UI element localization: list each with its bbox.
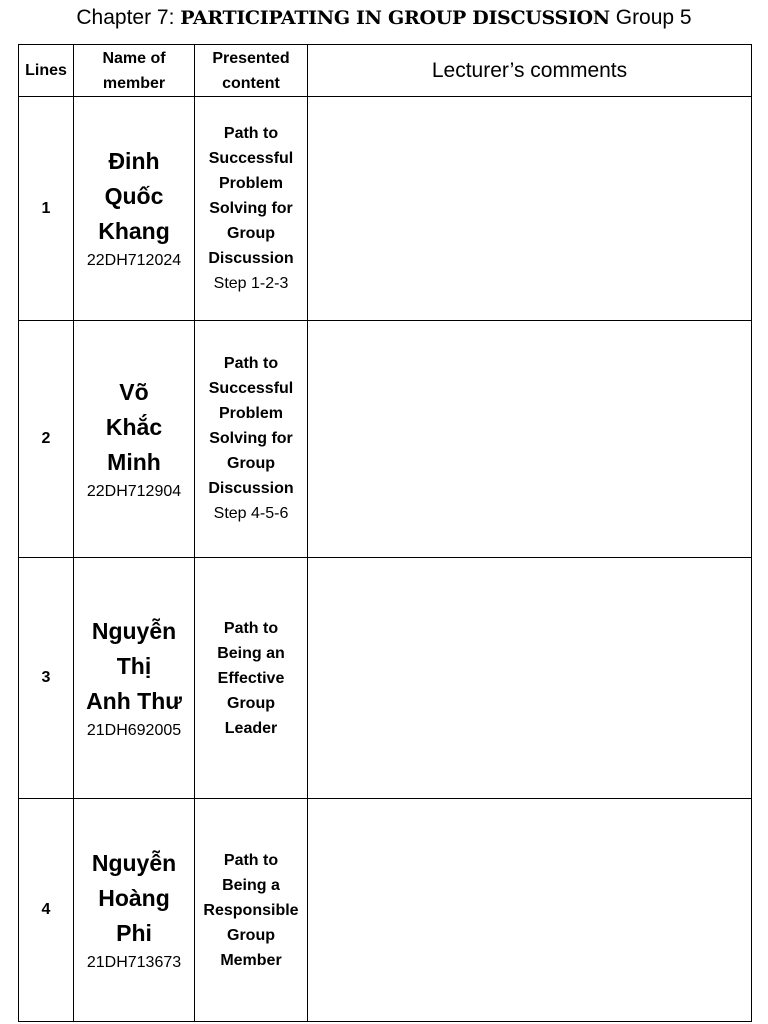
content-line: Path to <box>223 619 279 637</box>
member-name-line: Nguyễn <box>91 849 177 876</box>
content-line: Group <box>227 694 275 712</box>
table-row <box>19 321 752 558</box>
row-number: 4 <box>19 799 74 1022</box>
content-line: Problem <box>218 405 283 422</box>
content-line: Effective <box>217 669 285 687</box>
content-line: Member <box>220 951 282 969</box>
header-row <box>19 45 752 97</box>
member-cell <box>74 799 195 1022</box>
content-line: Being a <box>222 876 280 894</box>
student-id: 21DH713673 <box>86 953 182 971</box>
row-number: 2 <box>19 321 74 558</box>
content-line: Leader <box>224 719 278 737</box>
content-step: Step 4-5-6 <box>213 505 289 522</box>
comment-cell[interactable] <box>308 97 752 321</box>
header-comments: Lecturer’s comments <box>308 45 752 97</box>
title-main: PARTICIPATING IN GROUP DISCUSSION <box>180 7 610 29</box>
content-cell <box>195 799 308 1022</box>
header-content-line1: Presented <box>212 49 290 67</box>
header-name-line1: Name of <box>102 49 166 67</box>
content-cell <box>195 97 308 321</box>
content-line: Discussion <box>208 480 294 497</box>
evaluation-table <box>18 44 752 1022</box>
header-name-line2: member <box>102 74 166 92</box>
table-row <box>19 558 752 799</box>
title-prefix: Chapter 7: <box>76 6 175 29</box>
student-id: 22DH712904 <box>86 482 182 500</box>
comment-cell[interactable] <box>308 799 752 1022</box>
header-lines: Lines <box>19 45 74 97</box>
member-name-line: Khang <box>98 218 170 244</box>
content-line: Path to <box>223 355 279 372</box>
member-name-line: Khắc <box>105 413 163 440</box>
content-line: Being an <box>217 644 285 662</box>
member-cell <box>74 558 195 799</box>
content-line: Group <box>227 926 275 944</box>
comment-cell[interactable] <box>308 558 752 799</box>
row-number: 3 <box>19 558 74 799</box>
content-line: Problem <box>218 174 283 192</box>
row-number: 1 <box>19 97 74 321</box>
member-name-line: Hoàng <box>98 884 170 911</box>
table-row <box>19 799 752 1022</box>
member-name-line: Thị <box>116 652 152 679</box>
content-cell <box>195 558 308 799</box>
content-line: Solving for <box>209 430 293 447</box>
header-content <box>195 45 308 97</box>
member-name-line: Đinh <box>108 148 160 174</box>
comment-cell[interactable] <box>308 321 752 558</box>
title-suffix: Group 5 <box>615 6 692 29</box>
table-row <box>19 97 752 321</box>
header-name <box>74 45 195 97</box>
member-name-line: Nguyễn <box>91 617 177 644</box>
content-line: Group <box>227 224 275 242</box>
member-cell <box>74 321 195 558</box>
member-name-line: Phi <box>116 919 152 946</box>
member-name-line: Quốc <box>104 183 164 209</box>
page-title <box>0 3 768 33</box>
content-line: Solving for <box>209 199 293 217</box>
member-name-line: Minh <box>107 448 161 475</box>
content-step: Step 1-2-3 <box>213 274 289 292</box>
content-line: Successful <box>208 149 294 167</box>
content-line: Path to <box>223 124 279 142</box>
content-cell <box>195 321 308 558</box>
member-cell <box>74 97 195 321</box>
member-name-line: Võ <box>119 378 149 405</box>
student-id: 22DH712024 <box>86 252 182 269</box>
content-line: Successful <box>208 380 294 397</box>
content-line: Discussion <box>208 249 294 267</box>
content-line: Group <box>227 455 275 472</box>
student-id: 21DH692005 <box>86 721 182 739</box>
content-line: Responsible <box>203 901 299 919</box>
content-line: Path to <box>223 851 279 869</box>
header-content-line2: content <box>222 74 280 92</box>
member-name-line: Anh Thư <box>86 687 182 714</box>
